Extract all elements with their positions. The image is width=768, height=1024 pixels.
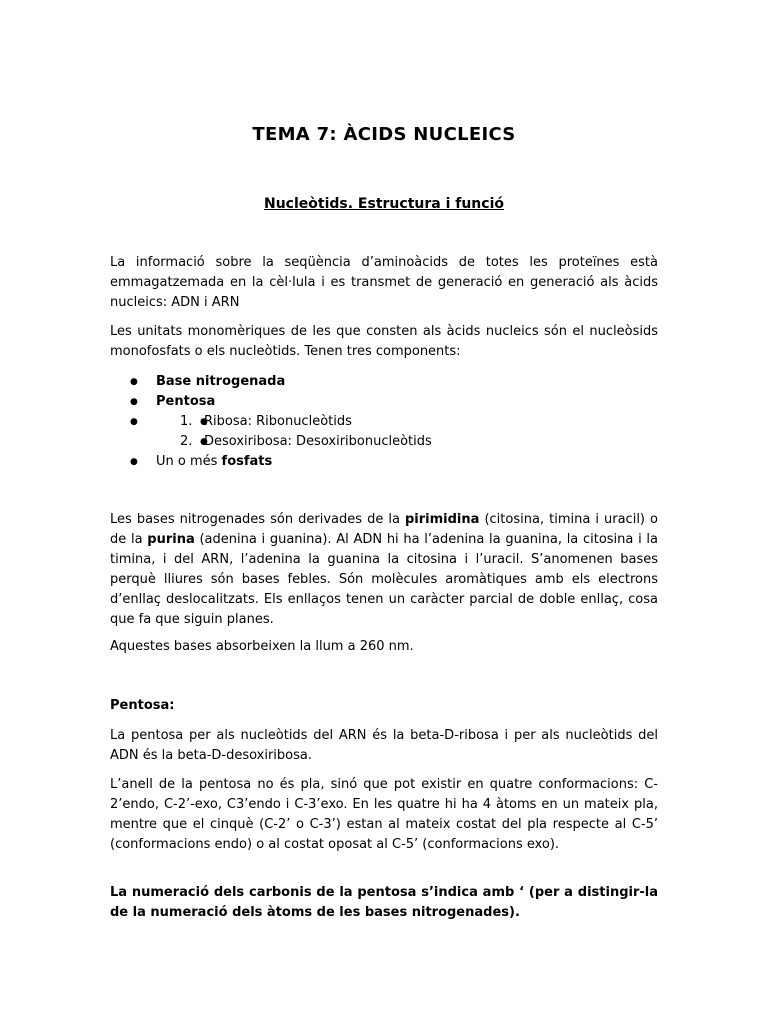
document-title: TEMA 7: ÀCIDS NUCLEICS xyxy=(252,124,516,145)
paragraph-bases xyxy=(110,510,658,630)
components-list-section xyxy=(110,372,658,472)
list-item-pentosa xyxy=(110,392,658,412)
paragraph-absorb: Aquestes bases absorbeixen la llum a 260 nm. xyxy=(110,639,414,654)
pentosa-section-3 xyxy=(110,883,658,923)
list-item-base xyxy=(110,372,658,392)
sublist-item-ribosa xyxy=(180,412,658,432)
sublist-item-desoxiribosa xyxy=(180,432,658,452)
section-subtitle: Nucleòtids. Estructura i funció xyxy=(264,196,504,212)
paragraph-intro: La informació sobre la seqüència d’aminoàcids de totes les proteïnes està emmagatzemada en la cèl·lula i es transmet de generació en generació als àcids nucleics: ADN i ARN xyxy=(110,255,658,310)
paragraph-pentosa-1: La pentosa per als nucleòtids del ARN és la beta-D-ribosa i per als nucleòtids del ADN és la beta-D-desoxiribosa. xyxy=(110,728,658,763)
paragraph-pentosa-2: L’anell de la pentosa no és pla, sinó que pot existir en quatre conformacions: C-2’endo, C-2’-exo, C3’endo i C-3’exo. En les quatre hi ha 4 àtoms en un mateix pla, mentre que el cinquè (C-2’ o C-3’) estan al mateix costat del pla respecte al C-5’ (conformacions endo) o al costat oposat al C-5’ (conformacions exo). xyxy=(110,777,658,852)
list-item-label: Pentosa xyxy=(156,394,216,409)
text-run: Les bases nitrogenades són derivades de la xyxy=(110,512,405,527)
absorb-section xyxy=(110,637,658,657)
intro-section xyxy=(110,253,658,313)
pentosa-section-1 xyxy=(110,726,658,766)
list-item-label: Base nitrogenada xyxy=(156,374,286,389)
pentosa-heading: Pentosa: xyxy=(110,698,175,713)
term-purina: purina xyxy=(147,532,195,547)
pentosa-sublist-container xyxy=(110,412,658,452)
list-item-text: Un o més xyxy=(156,454,222,469)
sublist-number: 1. xyxy=(180,414,193,429)
components-list xyxy=(110,372,658,472)
sublist-number: 2. xyxy=(180,434,193,449)
sublist-text: Desoxiribosa: Desoxiribonucleòtids xyxy=(204,434,432,449)
paragraph-pentosa-3: La numeració dels carbonis de la pentosa s’indica amb ‘ (per a distingir-la de la numeració dels àtoms de les bases nitrogenades). xyxy=(110,885,658,920)
pentosa-section-2 xyxy=(110,775,658,855)
pentosa-heading-section xyxy=(110,696,658,716)
components-section xyxy=(110,322,658,362)
paragraph-components: Les unitats monomèriques de les que consten als àcids nucleics són el nucleòsids monofosfats o els nucleòtids. Tenen tres components: xyxy=(110,324,658,359)
list-item-bold: fosfats xyxy=(221,454,273,469)
text-run: (adenina i guanina). Al ADN hi ha l’adenina la guanina, la citosina i la timina, i del ARN, l’adenina la guanina la citosina i l’uracil. S’anomenen bases perquè lliures són bases febles. Són molècules aromàtiques amb els electrons d’enllaç deslocalitzats. Els enllaços tenen un caràcter parcial de doble enllaç, cosa que fa que siguin planes. xyxy=(110,532,658,627)
term-pirimidina: pirimidina xyxy=(405,512,480,527)
pentosa-sublist xyxy=(180,412,658,452)
list-item-fosfats xyxy=(110,452,658,472)
sublist-text: Ribosa: Ribonucleòtids xyxy=(204,414,352,429)
text-run: (citosina, timina i uracil) o de la xyxy=(110,512,659,547)
bases-section xyxy=(110,510,658,630)
